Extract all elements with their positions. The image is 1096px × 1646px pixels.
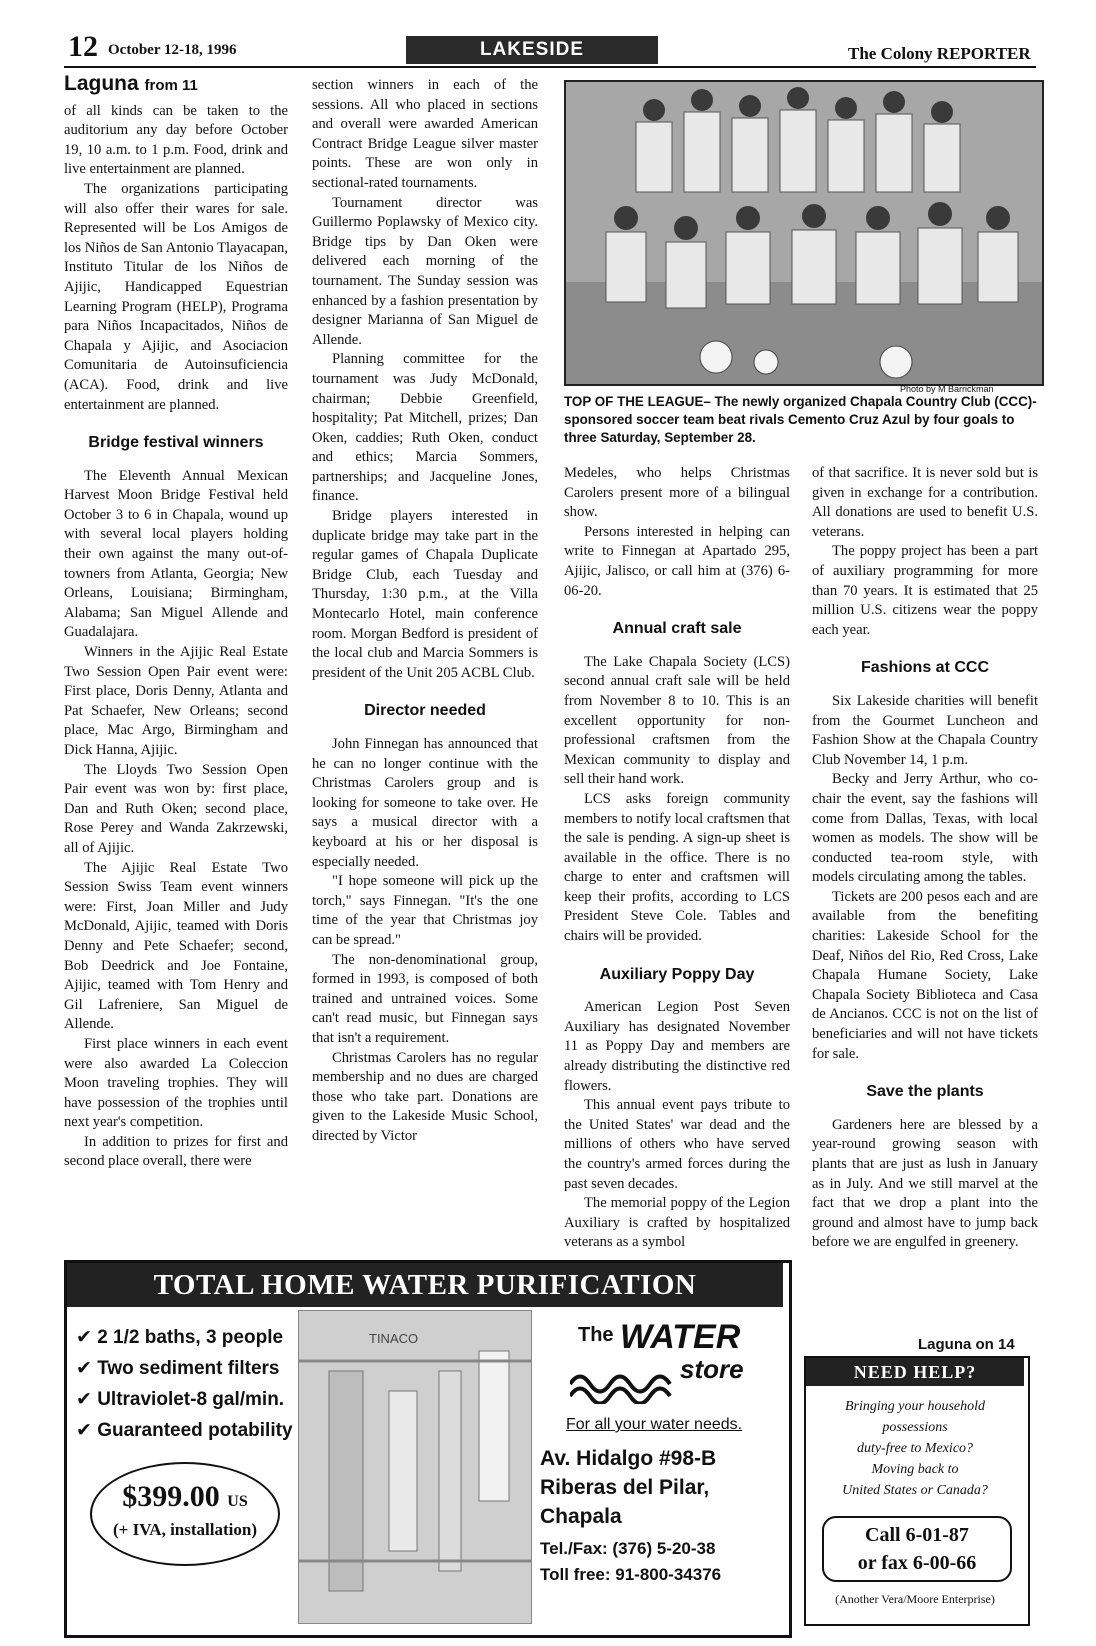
paragraph: The Eleventh Annual Mexican Harvest Moon Bridge Festival held October 3 to 6 in Chapala, wound up with several local players holding their own against the many out-of-towners from Atlanta, Georgia; New Orleans, Louisiana; Birmingham, Alabama; San Miguel Allende and Guadalajara. [64, 467, 288, 641]
address-line: Chapala [540, 1505, 622, 1528]
subheading: Annual craft sale [612, 620, 742, 638]
help-line: Bringing your household [845, 1399, 985, 1414]
paragraph: The Ajijic Real Estate Two Session Swiss Team event winners were: First, Joan Miller and Judy McDonald, Ajijic, teamed with Doris Denny and Pete Schaefer; second, Bob Deedrick and Joe Fontaine, Ajijic, teamed with Tom Henry and Gil Lafreniere, San Miguel de Allende. [64, 859, 288, 1033]
soccer-team-photo [564, 80, 1044, 386]
paragraph: Persons interested in helping can write to Finnegan at Apartado 295, Ajijic, Jalisco, or call him at (376) 6-06-20. [564, 523, 790, 599]
store-phone [540, 1536, 721, 1588]
paragraph: Winners in the Ajijic Real Estate Two Session Open Pair event were: First place, Doris Denny, Atlanta and Pat Schaefer, New Orleans; second place, Mac Argo, Birmingham and Dick Hanna, Ajijic. [64, 644, 288, 758]
help-footer: (Another Vera/Moore Enterprise) [835, 1592, 995, 1606]
paragraph: "I hope someone will pick up the torch," says Finnegan. "It's the one time of the year that Christmas joy can be spread." [312, 873, 538, 948]
paragraph: Bridge players interested in duplicate bridge may take part in the regular games of Chapala Duplicate Bridge Club, each Tuesday and Thursday, 1:30 p.m., at the Villa Montecarlo Hotel, main conference room. Morgan Bedford is president of the local club and Marcia Sommers is president of the Unit 205 ACBL Club. [312, 508, 538, 681]
help-line: possessions [882, 1420, 948, 1435]
paragraph: Planning committee for the tournament was Judy McDonald, chairman; Debbie Greenfield, hospitality; Pat Mitchell, prizes; Dan Oken, caddies; Ruth Oken, conduct and ethics; Marcia Sommers, partnerships; and Jacqueline Jones, finance. [312, 351, 538, 505]
feature-item: ✔ Guaranteed potability [76, 1420, 293, 1441]
filter-system-drawing [299, 1311, 531, 1623]
page-number: 12 [68, 30, 98, 63]
column-3 [564, 464, 790, 1253]
photo-illustration [566, 82, 1042, 384]
paragraph: The Lloyds Two Session Open Pair event was won by: first place, Dan and Ruth Oken; second place, Rose Perey and Wanda Zakrzewski, all of Ajijic. [64, 761, 288, 856]
address-line: Riberas del Pilar, [540, 1476, 710, 1499]
paragraph: Christmas Carolers has no regular membership and no dues are charged those who take part. Donations are given to the Lakeside Music School, directed by Victor [312, 1049, 538, 1144]
paragraph: The poppy project has been a part of auxiliary programming for more than 70 years. It is estimated that 25 million U.S. citizens wear the poppy each year. [812, 543, 1038, 638]
jump-heading [64, 74, 288, 96]
help-line: United States or Canada? [842, 1483, 988, 1498]
call-box [822, 1516, 1012, 1582]
issue-date: October 12-18, 1996 [108, 42, 237, 58]
paragraph: John Finnegan has announced that he can no longer continue with the Christmas Carolers group and is looking for someone to take over. He says a musical director with a keyboard at his or her disposal is especially needed. [312, 736, 538, 870]
price-amount: $399.00 [122, 1480, 220, 1513]
paragraph: The memorial poppy of the Legion Auxiliary is crafted by hospitalized veterans as a symbol [564, 1195, 790, 1251]
wave-icon [570, 1364, 680, 1404]
logo-the: The [578, 1324, 614, 1346]
column-1 [64, 74, 288, 1172]
header-rule [64, 66, 1036, 68]
logo-store: store [680, 1354, 744, 1384]
tank-label: TINACO [369, 1331, 419, 1346]
paragraph: LCS asks foreign community members to notify local craftsmen that the sale is pending. A sign-up sheet is available in the office. There is no charge to enter and craftsmen will keep their profits, according to LCS President Steve Cole. Tables and chairs will be provided. [564, 790, 790, 945]
call-number: Call 6-01-87 [865, 1524, 969, 1546]
ad-headline: TOTAL HOME WATER PURIFICATION [67, 1263, 783, 1307]
price-currency: US [227, 1493, 248, 1510]
subheading: Director needed [364, 702, 486, 720]
fax-number: or fax 6-00-66 [857, 1552, 977, 1574]
paragraph: In addition to prizes for first and second place overall, there were [64, 1133, 288, 1170]
price-note: (+ IVA, installation) [113, 1520, 257, 1539]
paragraph: section winners in each of the sessions. All who placed in sections and overall were awarded American Contract Bridge League silver master points. These are won only in sectional-rated tournaments. [312, 77, 538, 191]
feature-item: ✔ Ultraviolet-8 gal/min. [76, 1389, 285, 1410]
need-help-text [810, 1396, 1020, 1501]
logo-water: WATER [620, 1318, 741, 1356]
jump-from: from 11 [144, 77, 198, 94]
paragraph: of all kinds can be taken to the auditorium any day before October 19, 10 a.m. to 1 p.m. Food, drink and live entertainment are planned. [64, 102, 288, 178]
need-help-title: NEED HELP? [806, 1358, 1024, 1386]
paragraph: Six Lakeside charities will benefit from the Gourmet Luncheon and Fashion Show at the Chapala Country Club November 14, 1 p.m. [812, 692, 1038, 768]
newspaper-name: The Colony REPORTER [848, 44, 1031, 63]
subheading: Save the plants [866, 1083, 984, 1101]
price-oval [90, 1462, 280, 1566]
paragraph: Tournament director was Guillermo Poplawsky of Mexico city. Bridge tips by Dan Oken were delivered each morning of the tournament. The Sunday session was enhanced by a fashion presentation by designer Marianna of San Miguel de Allende. [312, 194, 538, 348]
photo-credit: Photo by M Barrickman [900, 384, 994, 394]
photo-caption: TOP OF THE LEAGUE– The newly organized Chapala Country Club (CCC)-sponsored soccer team beat rivals Cemento Cruz Azul by four goals to three Saturday, September 28. [564, 394, 1037, 445]
paragraph: First place winners in each event were also awarded La Coleccion Moon traveling trophies. They will have possession of the trophies until next year's competition. [64, 1035, 288, 1131]
paragraph: Medeles, who helps Christmas Carolers present more of a bilingual show. [564, 465, 790, 521]
water-tank-illustration [298, 1310, 532, 1624]
jump-to: Laguna on 14 [918, 1336, 1015, 1353]
paragraph: Becky and Jerry Arthur, who co-chair the event, say the fashions will come from Dallas, Texas, with local women as models. The show will be conducted tea-room style, with models circulating among the tables. [812, 771, 1038, 886]
paragraph: Tickets are 200 pesos each and are available from the benefiting charities: Lakeside School for the Deaf, Niños del Rio, Red Cross, Lake Chapala Humane Society, Lake Chapala Society Biblioteca and Casa de Ancianos. CCC is not on the list of beneficiaries and will not have tickets for sale. [812, 888, 1038, 1062]
subheading: Bridge festival winners [88, 434, 264, 452]
column-4 [812, 464, 1038, 1253]
water-store-logo [570, 1318, 770, 1408]
feature-item: ✔ Two sediment filters [76, 1358, 280, 1379]
paragraph: The organizations participating will also offer their wares for sale. Represented will be Los Amigos de los Niños de San Antonio Tlayacapan, Instituto Titular de los Niños de Ajijic, Handicapped Equestrian Learning Program (HELP), Programa para Niños Incapacitados, Niños de Chapala y Ajijic, and Asociacion Comunitaria de Autoinsuficiencia (ACA). Food, drink and live entertainment are planned. [64, 180, 288, 413]
ad-features [76, 1322, 293, 1446]
ad-tagline: For all your water needs. [566, 1416, 743, 1433]
paragraph: The non-denominational group, formed in 1993, is composed of both trained and untrained voices. Some can't read music, but Finnegan says that isn't a requirement. [312, 951, 538, 1046]
paragraph: This annual event pays tribute to the United States' war dead and the millions of others who have served the country's armed forces during the past seven decades. [564, 1097, 790, 1192]
help-line: duty-free to Mexico? [856, 1441, 974, 1456]
store-address [540, 1444, 716, 1531]
jump-title: Laguna [64, 72, 139, 95]
subheading: Auxiliary Poppy Day [599, 965, 755, 983]
toll-free: Toll free: 91-800-34376 [540, 1565, 722, 1584]
paragraph: Gardeners here are blessed by a year-round growing season with plants that are just as lush in January as in July. And we still marvel at the fact that we drop a plant into the ground and almost have to jump back before we are engulfed in greenery. [812, 1116, 1038, 1251]
tel-fax: Tel./Fax: (376) 5-20-38 [540, 1539, 716, 1558]
paragraph: The Lake Chapala Society (LCS) second annual craft sale will be held from November 8 to 10. This is an excellent opportunity for non-professional craftsmen from the Mexican community to display and sell their hand work. [564, 653, 790, 788]
help-line: Moving back to [871, 1462, 959, 1477]
paragraph: American Legion Post Seven Auxiliary has designated November 11 as Poppy Day and members are already distributing the distinctive red flowers. [564, 999, 790, 1094]
subheading: Fashions at CCC [860, 659, 989, 677]
address-line: Av. Hidalgo #98-B [540, 1447, 717, 1470]
section-title: LAKESIDE [406, 36, 658, 64]
feature-item: ✔ 2 1/2 baths, 3 people [76, 1327, 284, 1348]
column-2 [312, 76, 538, 1146]
paragraph: of that sacrifice. It is never sold but is given in exchange for a contribution. All donations are used to benefit U.S. veterans. [812, 465, 1038, 540]
